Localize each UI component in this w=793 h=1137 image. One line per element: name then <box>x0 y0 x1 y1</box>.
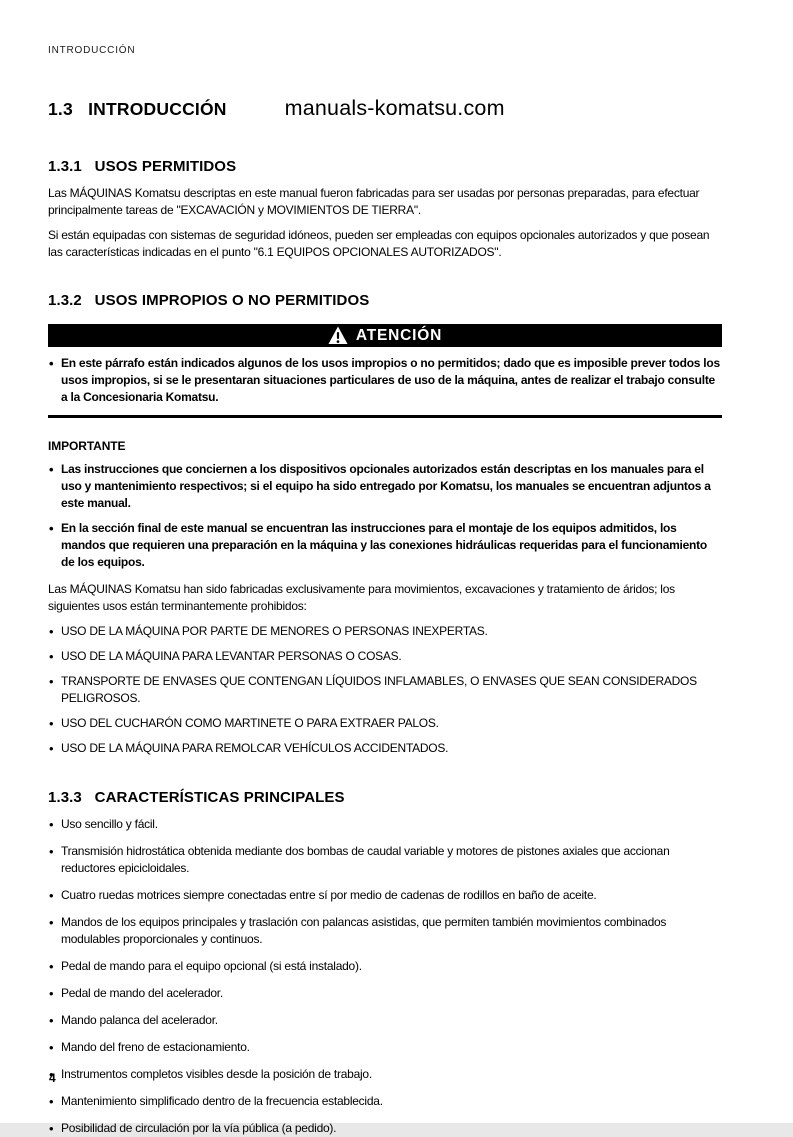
feature-item: • Transmisión hidrostática obtenida mediante dos bombas de caudal variable y motores de pistones axiales que accionan reductores epicicloidales. <box>48 843 722 877</box>
paragraph: Las MÁQUINAS Komatsu han sido fabricadas exclusivamente para movimientos, excavaciones y tratamiento de áridos; los siguientes usos están terminantemente prohibidos: <box>48 582 675 613</box>
importante-bullet: • En la sección final de este manual se encuentran las instrucciones para el montaje de los equipos admitidos, los mandos que requieren una preparación en la máquina y las conexiones hidráulicas requeridas para el funcionamiento de los equipos. <box>48 520 722 571</box>
prohibited-use-item: • USO DE LA MÁQUINA POR PARTE DE MENORES O PERSONAS INEXPERTAS. <box>48 623 722 640</box>
prohibited-use-item: • USO DE LA MÁQUINA PARA REMOLCAR VEHÍCULOS ACCIDENTADOS. <box>48 740 722 757</box>
prohibited-use-item: • USO DE LA MÁQUINA PARA LEVANTAR PERSONAS O COSAS. <box>48 648 722 665</box>
feature-item: • Posibilidad de circulación por la vía pública (a pedido). <box>48 1120 722 1137</box>
paragraph: Las MÁQUINAS Komatsu descriptas en este manual fueron fabricadas para ser usadas por personas preparadas, para efectuar principalmente tareas de "EXCAVACIÓN y MOVIMIENTOS DE TIERRA". <box>48 186 700 217</box>
title-row <box>48 96 722 121</box>
prohibited-use-item: • TRANSPORTE DE ENVASES QUE CONTENGAN LÍQUIDOS INFLAMABLES, O ENVASES QUE SEAN CONSIDERADOS PELIGROSOS. <box>48 673 722 707</box>
feature-item: • Mando palanca del acelerador. <box>48 1012 722 1029</box>
importante-label: IMPORTANTE <box>48 439 126 453</box>
section-heading-1-3-2: 1.3.2 USOS IMPROPIOS O NO PERMITIDOS <box>48 292 370 309</box>
attention-banner-label: ATENCIÓN <box>355 326 443 344</box>
features-list <box>48 816 722 1137</box>
feature-item: • Pedal de mando del acelerador. <box>48 985 722 1002</box>
prohibited-uses-list <box>48 623 722 757</box>
page-number: 4 <box>49 1071 56 1085</box>
feature-item: • Mantenimiento simplificado dentro de la frecuencia establecida. <box>48 1093 722 1110</box>
attention-block <box>48 324 722 418</box>
importante-bullet-list <box>48 461 722 571</box>
paragraph: Si están equipadas con sistemas de seguridad idóneos, pueden ser empleadas con equipos opcionales autorizados y que posean las características indicadas en el punto "6.1 EQUIPOS OPCIONALES AUTORIZADOS". <box>48 228 710 259</box>
feature-item: • Mando del freno de estacionamiento. <box>48 1039 722 1056</box>
feature-item: • Uso sencillo y fácil. <box>48 816 722 833</box>
importante-bullet: • Las instrucciones que conciernen a los dispositivos opcionales autorizados están descriptas en los manuales para el uso y mantenimiento respectivos; si el equipo ha sido entregado por Komatsu, los manuales se encuentran adjuntos a este manual. <box>48 461 722 512</box>
attention-bullet: • En este párrafo están indicados algunos de los usos impropios o no permitidos; dado que es imposible prever todos los usos impropios, si se le presentaran situaciones particulares de uso de la máquina, antes de realizar el trabajo consulte a la Concesionaria Komatsu. <box>48 355 722 406</box>
section-heading-1-3-3: 1.3.3 CARACTERÍSTICAS PRINCIPALES <box>48 789 345 806</box>
feature-item: • Instrumentos completos visibles desde la posición de trabajo. <box>48 1066 722 1083</box>
page-content <box>48 0 722 1137</box>
prohibited-use-item: • USO DEL CUCHARÓN COMO MARTINETE O PARA EXTRAER PALOS. <box>48 715 722 732</box>
attention-banner <box>48 324 722 347</box>
feature-item: • Pedal de mando para el equipo opcional (si está instalado). <box>48 958 722 975</box>
attention-bullet-list <box>48 355 722 406</box>
feature-item: • Mandos de los equipos principales y traslación con palancas asistidas, que permiten también movimientos combinados modulables proporcionales y continuos. <box>48 914 722 948</box>
page-title: 1.3 INTRODUCCIÓN <box>48 99 227 119</box>
watermark-text: manuals-komatsu.com <box>284 96 505 120</box>
feature-item: • Cuatro ruedas motrices siempre conectadas entre sí por medio de cadenas de rodillos en baño de aceite. <box>48 887 722 904</box>
section-heading-1-3-1: 1.3.1 USOS PERMITIDOS <box>48 158 237 175</box>
running-header: INTRODUCCIÓN <box>48 45 136 56</box>
warning-triangle-icon <box>328 326 348 345</box>
